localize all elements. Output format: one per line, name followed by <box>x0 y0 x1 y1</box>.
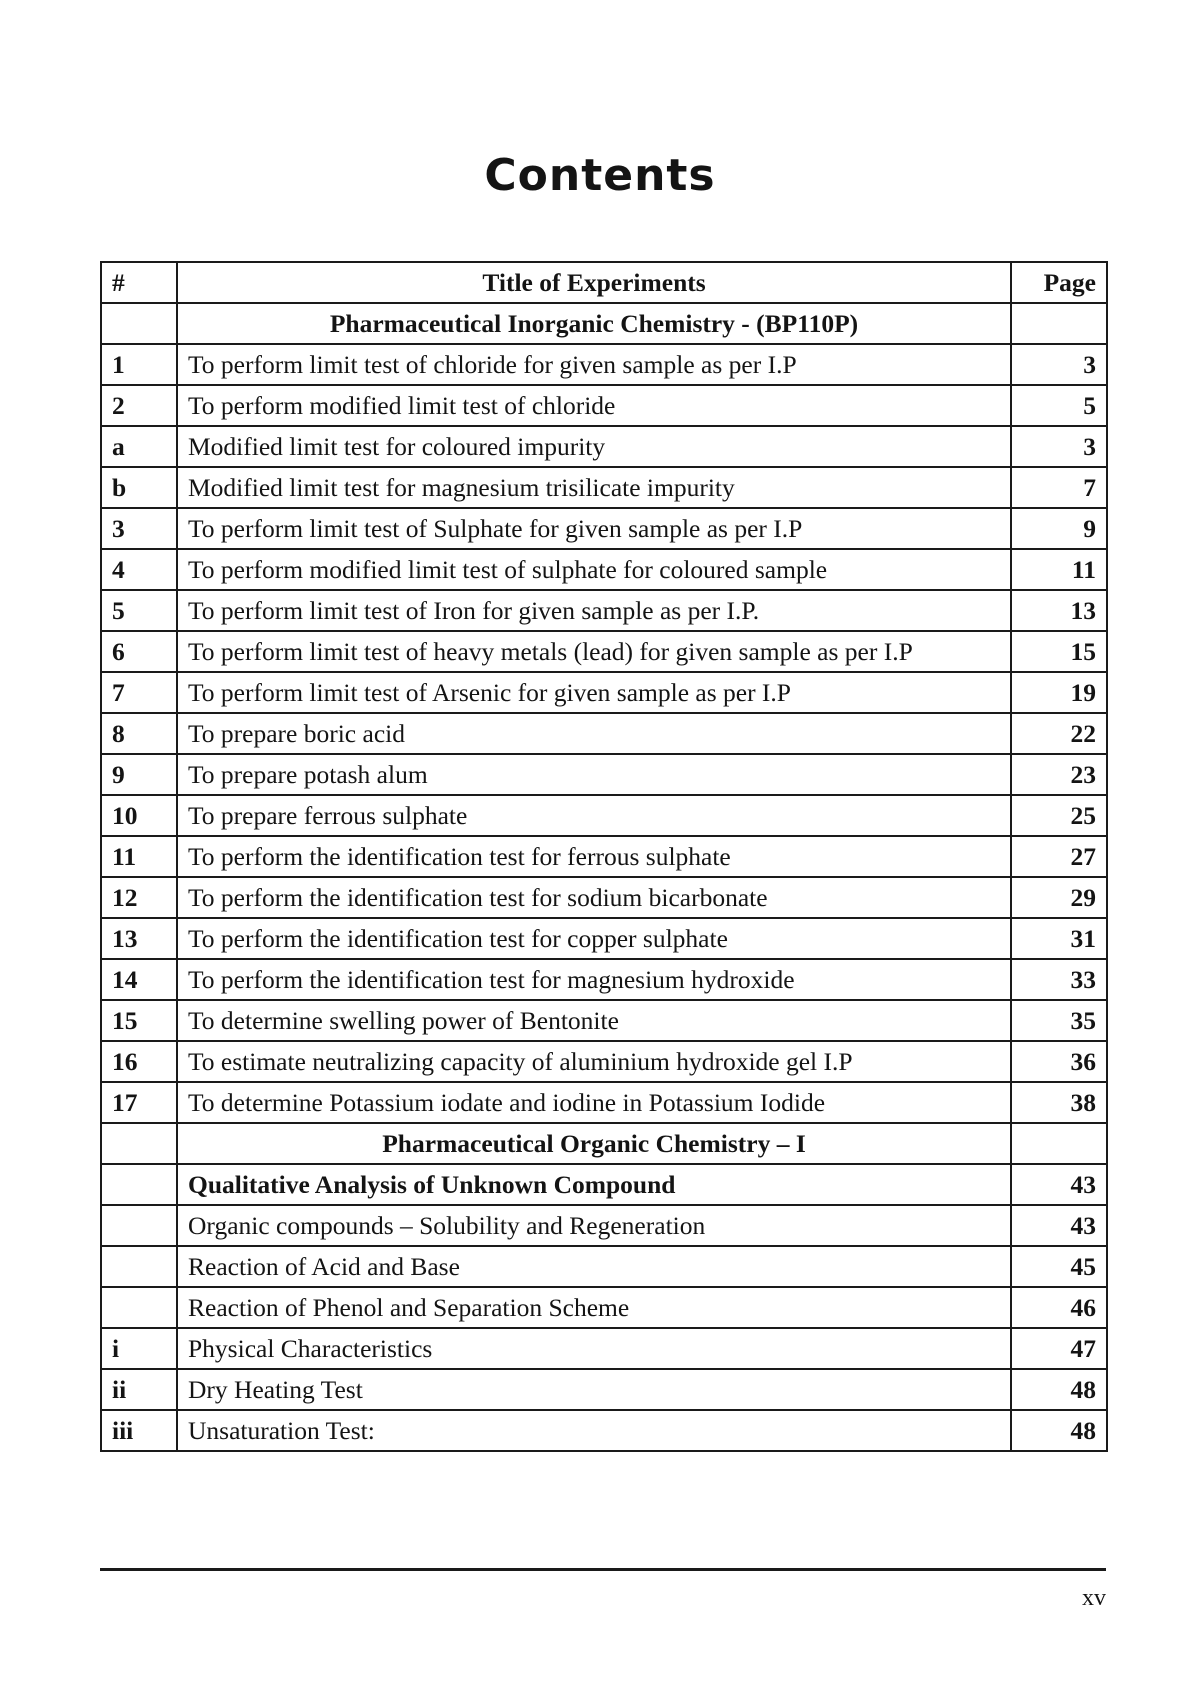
row-number: 7 <box>101 672 177 713</box>
row-page: 15 <box>1011 631 1107 672</box>
row-page: 11 <box>1011 549 1107 590</box>
row-number: i <box>101 1328 177 1369</box>
contents-table <box>100 261 1108 1452</box>
footer-divider <box>100 1568 1106 1571</box>
row-title: To perform the identification test for copper sulphate <box>177 918 1011 959</box>
table-row <box>101 1082 1107 1123</box>
table-row <box>101 590 1107 631</box>
row-number: 8 <box>101 713 177 754</box>
row-page <box>1011 1123 1107 1164</box>
row-title: Unsaturation Test: <box>177 1410 1011 1451</box>
row-page: 13 <box>1011 590 1107 631</box>
row-title: Modified limit test for magnesium trisilicate impurity <box>177 467 1011 508</box>
row-number: 2 <box>101 385 177 426</box>
row-title: Reaction of Acid and Base <box>177 1246 1011 1287</box>
row-title: To prepare boric acid <box>177 713 1011 754</box>
row-title: To perform limit test of Sulphate for given sample as per I.P <box>177 508 1011 549</box>
row-page: 47 <box>1011 1328 1107 1369</box>
row-title: Pharmaceutical Organic Chemistry – I <box>177 1123 1011 1164</box>
row-page: 3 <box>1011 426 1107 467</box>
row-title: To perform limit test of heavy metals (lead) for given sample as per I.P <box>177 631 1011 672</box>
table-row <box>101 426 1107 467</box>
row-number: 16 <box>101 1041 177 1082</box>
row-page: 43 <box>1011 1205 1107 1246</box>
row-page: 31 <box>1011 918 1107 959</box>
page-number: xv <box>1082 1585 1106 1611</box>
row-number <box>101 303 177 344</box>
row-number: 1 <box>101 344 177 385</box>
row-title: To perform limit test of Iron for given sample as per I.P. <box>177 590 1011 631</box>
subsection-row <box>101 1164 1107 1205</box>
table-row <box>101 1246 1107 1287</box>
table-row <box>101 1287 1107 1328</box>
row-number: 14 <box>101 959 177 1000</box>
row-page: 48 <box>1011 1410 1107 1451</box>
table-row <box>101 467 1107 508</box>
row-page: 33 <box>1011 959 1107 1000</box>
row-title: Pharmaceutical Inorganic Chemistry - (BP110P) <box>177 303 1011 344</box>
row-title: Modified limit test for coloured impurity <box>177 426 1011 467</box>
row-page: 9 <box>1011 508 1107 549</box>
row-title: To determine swelling power of Bentonite <box>177 1000 1011 1041</box>
row-number: 4 <box>101 549 177 590</box>
row-number: 6 <box>101 631 177 672</box>
table-row <box>101 1410 1107 1451</box>
row-page: 29 <box>1011 877 1107 918</box>
row-page: 46 <box>1011 1287 1107 1328</box>
row-number <box>101 1287 177 1328</box>
table-row <box>101 754 1107 795</box>
page-title: Contents <box>484 150 716 201</box>
row-title: Physical Characteristics <box>177 1328 1011 1369</box>
row-title: To perform the identification test for magnesium hydroxide <box>177 959 1011 1000</box>
row-page: 45 <box>1011 1246 1107 1287</box>
row-title: To perform modified limit test of chloride <box>177 385 1011 426</box>
row-number: iii <box>101 1410 177 1451</box>
table-row <box>101 1041 1107 1082</box>
table-row <box>101 1369 1107 1410</box>
table-row <box>101 836 1107 877</box>
row-title: Dry Heating Test <box>177 1369 1011 1410</box>
row-page: 38 <box>1011 1082 1107 1123</box>
row-page: 7 <box>1011 467 1107 508</box>
row-title: To determine Potassium iodate and iodine in Potassium Iodide <box>177 1082 1011 1123</box>
row-number: 3 <box>101 508 177 549</box>
row-page: 5 <box>1011 385 1107 426</box>
table-row <box>101 1328 1107 1369</box>
table-row <box>101 877 1107 918</box>
row-page: 48 <box>1011 1369 1107 1410</box>
row-number: 9 <box>101 754 177 795</box>
row-page: 36 <box>1011 1041 1107 1082</box>
row-title: Reaction of Phenol and Separation Scheme <box>177 1287 1011 1328</box>
table-row <box>101 795 1107 836</box>
table-row <box>101 631 1107 672</box>
table-header-row <box>101 262 1107 303</box>
row-title: To prepare potash alum <box>177 754 1011 795</box>
row-page: 19 <box>1011 672 1107 713</box>
header-number: # <box>101 262 177 303</box>
row-number <box>101 1164 177 1205</box>
row-title: To estimate neutralizing capacity of aluminium hydroxide gel I.P <box>177 1041 1011 1082</box>
row-title: To perform modified limit test of sulphate for coloured sample <box>177 549 1011 590</box>
table-row <box>101 672 1107 713</box>
row-title: To perform limit test of chloride for given sample as per I.P <box>177 344 1011 385</box>
row-number: 17 <box>101 1082 177 1123</box>
header-page: Page <box>1011 262 1107 303</box>
table-row <box>101 959 1107 1000</box>
row-title: To perform the identification test for ferrous sulphate <box>177 836 1011 877</box>
section-row <box>101 1123 1107 1164</box>
row-title: Organic compounds – Solubility and Regeneration <box>177 1205 1011 1246</box>
contents-table-body <box>101 303 1107 1451</box>
row-number: 12 <box>101 877 177 918</box>
row-page <box>1011 303 1107 344</box>
row-number: 10 <box>101 795 177 836</box>
table-row <box>101 1000 1107 1041</box>
row-number <box>101 1246 177 1287</box>
row-page: 22 <box>1011 713 1107 754</box>
row-page: 35 <box>1011 1000 1107 1041</box>
row-number: 13 <box>101 918 177 959</box>
row-number: 11 <box>101 836 177 877</box>
row-number: ii <box>101 1369 177 1410</box>
section-row <box>101 303 1107 344</box>
header-title: Title of Experiments <box>177 262 1011 303</box>
row-number: b <box>101 467 177 508</box>
row-number: 5 <box>101 590 177 631</box>
table-row <box>101 549 1107 590</box>
row-title: To perform limit test of Arsenic for given sample as per I.P <box>177 672 1011 713</box>
row-title: To perform the identification test for sodium bicarbonate <box>177 877 1011 918</box>
row-page: 25 <box>1011 795 1107 836</box>
row-number: 15 <box>101 1000 177 1041</box>
row-number <box>101 1205 177 1246</box>
row-page: 23 <box>1011 754 1107 795</box>
row-page: 3 <box>1011 344 1107 385</box>
row-page: 43 <box>1011 1164 1107 1205</box>
row-number <box>101 1123 177 1164</box>
row-number: a <box>101 426 177 467</box>
row-title: Qualitative Analysis of Unknown Compound <box>177 1164 1011 1205</box>
table-row <box>101 713 1107 754</box>
row-page: 27 <box>1011 836 1107 877</box>
table-row <box>101 918 1107 959</box>
table-row <box>101 344 1107 385</box>
table-row <box>101 1205 1107 1246</box>
row-title: To prepare ferrous sulphate <box>177 795 1011 836</box>
table-row <box>101 508 1107 549</box>
table-row <box>101 385 1107 426</box>
